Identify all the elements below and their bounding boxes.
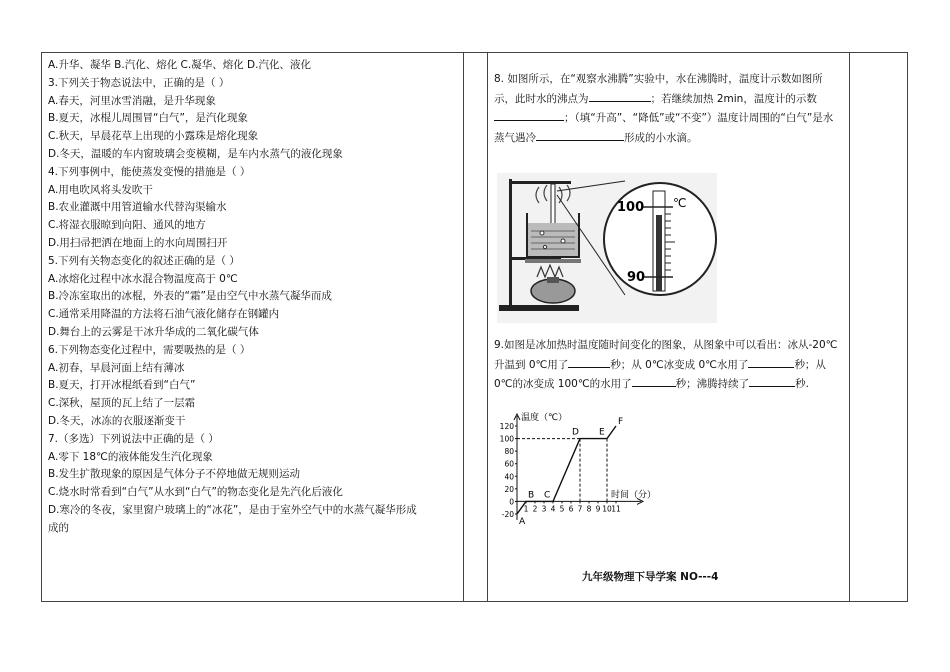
x-tick-label: 1 (523, 504, 529, 514)
question-line: C.通常采用降温的方法将石油气液化储存在钢罐内 (48, 308, 280, 321)
answer-blank[interactable] (536, 128, 624, 141)
question-line: B.夏天，打开冰棍纸看到“白气” (48, 379, 196, 392)
boiling-experiment-figure (497, 173, 717, 323)
worksheet-footer: 九年级物理下导学案 NO---4 (582, 571, 719, 583)
question-line: B.农业灌溉中用管道输水代替沟渠输水 (48, 201, 227, 214)
question-line: 6.下列物态变化过程中，需要吸热的是（ ） (48, 343, 251, 356)
point-label-b: B (528, 490, 535, 501)
right-question-column (494, 71, 843, 527)
y-tick-label: 80 (504, 447, 514, 457)
answer-blank[interactable] (632, 374, 676, 387)
x-tick-label: 9 (595, 504, 601, 514)
question-line: A.升华、凝华 B.汽化、熔化 C.凝华、熔化 D.汽化、液化 (48, 59, 311, 71)
question-line: A.零下 18℃的液体能发生汽化现象 (48, 450, 213, 463)
column-divider-2 (487, 53, 488, 601)
y-tick-label: 20 (504, 484, 514, 494)
question-line: 3.下列关于物态说法中，正确的是（ ） (48, 76, 230, 89)
question-8: 8. 如图所示，在“观察水沸腾”实验中，水在沸腾时，温度计示数如图所示，此时水的沸点为 ；若继续加热 2min，温度计的示数；（填“升高”、“降低”或“不变”）温度计周围的“白气”是水蒸气遇冷 形成的小水滴。 (494, 73, 834, 144)
question-line: D.用扫帚把洒在地面上的水向周围扫开 (48, 236, 228, 249)
question-line: 成的 (48, 521, 69, 534)
x-tick-label: 5 (559, 504, 565, 514)
question-line: 5.下列有关物态变化的叙述正确的是（ ） (48, 254, 240, 267)
y-tick-label: -20 (501, 510, 514, 519)
temperature-time-graph (497, 408, 657, 528)
thermometer-label-100: 100 (617, 200, 645, 215)
question-line: C.烧水时常看到“白气”从水到“白气”的物态变化是先汽化后液化 (48, 486, 343, 499)
question-line: A.用电吹风将头发吹干 (48, 183, 153, 196)
temperature-time-chart (497, 408, 657, 528)
question-line: D.寒冷的冬夜，家里窗户玻璃上的“冰花”，是由于室外空气中的水蒸气凝华形成 (48, 503, 417, 516)
y-axis-label: 温度（℃） (521, 413, 568, 423)
point-label-d: D (572, 427, 579, 438)
left-question-column (48, 57, 458, 538)
answer-blank[interactable] (589, 89, 651, 102)
point-label-c: C (544, 490, 551, 501)
question-line: A.初春，早晨河面上结有薄冰 (48, 361, 185, 374)
column-divider-1 (463, 53, 464, 601)
y-tick-label: 100 (499, 434, 514, 444)
x-tick-label: 4 (550, 504, 556, 514)
question-line: B.冷冻室取出的冰棍，外表的“霜”是由空气中水蒸气凝华而成 (48, 290, 332, 303)
x-axis-label: 时间（分） (611, 490, 657, 501)
point-label-f: F (618, 417, 624, 427)
column-divider-3 (849, 53, 850, 601)
stand-rod (509, 179, 512, 307)
y-tick-label: 40 (504, 472, 514, 482)
question-line: D.冬天，冰冻的衣服逐渐变干 (48, 414, 186, 427)
question-line: C.深秋，屋顶的瓦上结了一层霜 (48, 397, 196, 410)
point-label-e: E (599, 427, 605, 438)
question-line: 7.（多选）下列说法中正确的是（ ） (48, 432, 219, 445)
series-line (517, 426, 616, 514)
answer-blank[interactable] (749, 374, 795, 387)
y-tick-label: 120 (499, 422, 514, 431)
x-tick-label: 7 (577, 504, 583, 514)
answer-blank[interactable] (568, 355, 610, 368)
question-line: D.舞台上的云雾是干冰升华成的二氧化碳气体 (48, 325, 259, 338)
answer-blank[interactable] (494, 108, 564, 121)
point-label-a: A (519, 517, 526, 527)
y-tick-label: 0 (509, 497, 514, 507)
question-line: C.秋天，早晨花草上出现的小露珠是熔化现象 (48, 130, 259, 143)
worksheet-frame (41, 52, 908, 602)
x-tick-label: 8 (586, 504, 592, 514)
question-line: B.夏天，冰棍儿周围冒“白气”，是汽化现象 (48, 112, 248, 125)
question-line: D.冬天，温暖的车内窗玻璃会变模糊，是车内水蒸气的液化现象 (48, 147, 343, 160)
y-tick-label: 60 (504, 459, 514, 469)
x-tick-label: 11 (611, 504, 621, 514)
question-line: B.发生扩散现象的原因是气体分子不停地做无规则运动 (48, 468, 301, 481)
boiling-apparatus-illustration (497, 173, 717, 323)
water (528, 223, 578, 256)
question-9: 9.如图是冰加热时温度随时间变化的图象，从图象中可以看出：冰从-20℃升温到 0℃用了 秒；从 0℃冰变成 0℃水用了 秒；从 0℃的冰变成 100℃的水用了 秒；沸腾持续了 秒. (494, 339, 838, 390)
x-tick-label: 2 (532, 504, 538, 514)
answer-blank[interactable] (748, 355, 794, 368)
thermometer-unit-label: ℃ (673, 196, 687, 210)
x-tick-label: 10 (602, 504, 612, 514)
thermometer-label-90: 90 (627, 270, 646, 285)
x-tick-label: 6 (568, 504, 574, 514)
question-line: A.春天，河里冰雪消融，是升华现象 (48, 94, 216, 107)
mercury-column (656, 215, 662, 291)
question-line: 4.下列事例中，能使蒸发变慢的措施是（ ） (48, 165, 251, 178)
clamp-arm (509, 181, 571, 184)
x-tick-label: 3 (541, 504, 547, 514)
question-line: C.将湿衣服晾到向阳、通风的地方 (48, 219, 206, 232)
question-line: A.冰熔化过程中冰水混合物温度高于 0℃ (48, 272, 238, 285)
